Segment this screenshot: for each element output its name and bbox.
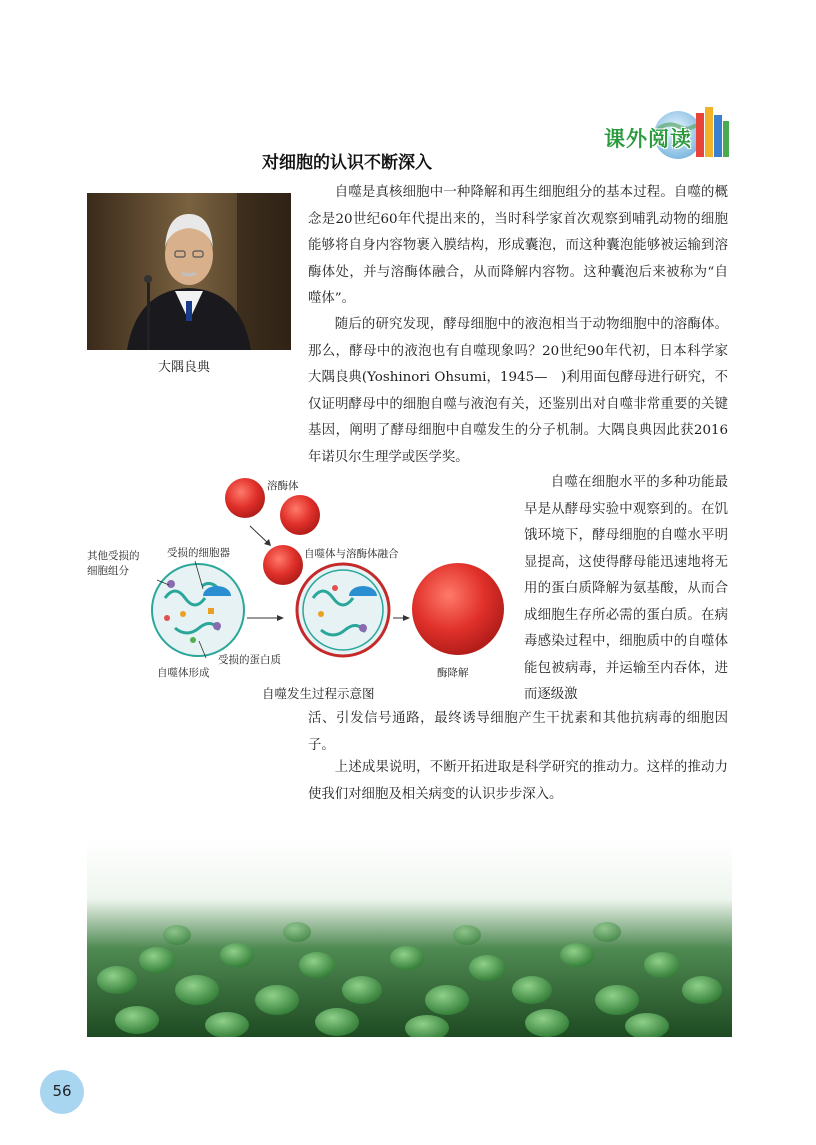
page-number: 56 <box>52 1082 72 1100</box>
lysosome-1 <box>225 478 265 518</box>
autolysosome <box>297 564 389 656</box>
autophagosome-left <box>152 564 244 656</box>
portrait-caption: 大隅良典 <box>158 360 211 375</box>
paragraph-2: 随后的研究发现，酵母细胞中的液泡相当于动物细胞中的溶酶体。那么，酵母中的液泡也有自噬现象吗？20世纪90年代初，日本科学家大隅良典(Yoshinori Ohsumi，1945— )利用面包酵母进行研究，不仅证明酵母中的细胞自噬与液泡有关，还鉴别出对自噬非常重要的关键基因，阐明了酵母细胞中自噬发生的分子机制。大隅良典因此获2016年诺贝尔生理学或医学奖。 <box>308 317 728 465</box>
clover-decoration <box>87 840 732 1037</box>
degraded-vesicle <box>412 563 504 655</box>
section-badge-label: 课外阅读 <box>604 127 692 151</box>
lysosome-fusing <box>263 545 303 585</box>
paragraph-4: 活、引发信号通路，最终诱导细胞产生干扰素和其他抗病毒的细胞因子。 <box>308 711 728 753</box>
label-other-components-1: 其他受损的 <box>87 550 140 562</box>
lysosome-2 <box>280 495 320 535</box>
label-enzymatic-degradation: 酶降解 <box>437 667 469 679</box>
diagram-caption: 自噬发生过程示意图 <box>262 686 375 701</box>
label-lysosome: 溶酶体 <box>267 480 299 492</box>
label-fusion: 自噬体与溶酶体融合 <box>304 548 399 560</box>
paragraph-3: 自噬在细胞水平的多种功能最早是从酵母实验中观察到的。在饥饿环境下，酵母细胞的自噬水平明显提高，这使得酵母能迅速地将无用的蛋白质降解为氨基酸，从而合成细胞生存所必需的蛋白质。在病毒感染过程中，细胞质中的自噬体能包被病毒，并运输至内吞体，进而逐级激 <box>524 475 728 702</box>
label-other-components-2: 细胞组分 <box>87 565 129 577</box>
label-damaged-protein: 受损的蛋白质 <box>218 654 281 666</box>
article-title: 对细胞的认识不断深入 <box>262 153 432 173</box>
paragraph-5: 上述成果说明，不断开拓进取是科学研究的推动力。这样的推动力使我们对细胞及相关病变的认识步步深入。 <box>308 760 728 802</box>
autophagy-diagram <box>87 468 523 703</box>
portrait-photo <box>87 193 291 350</box>
label-autophagosome-formation: 自噬体形成 <box>157 667 210 679</box>
paragraph-1: 自噬是真核细胞中一种降解和再生细胞组分的基本过程。自噬的概念是20世纪60年代提出来的，当时科学家首次观察到哺乳动物的细胞能够将自身内容物裹入膜结构，形成囊泡，而这种囊泡能够被运输到溶酶体处，并与溶酶体融合，从而降解内容物。这种囊泡后来被称为“自噬体”。 <box>308 185 728 306</box>
label-damaged-organelle: 受损的细胞器 <box>167 547 230 559</box>
